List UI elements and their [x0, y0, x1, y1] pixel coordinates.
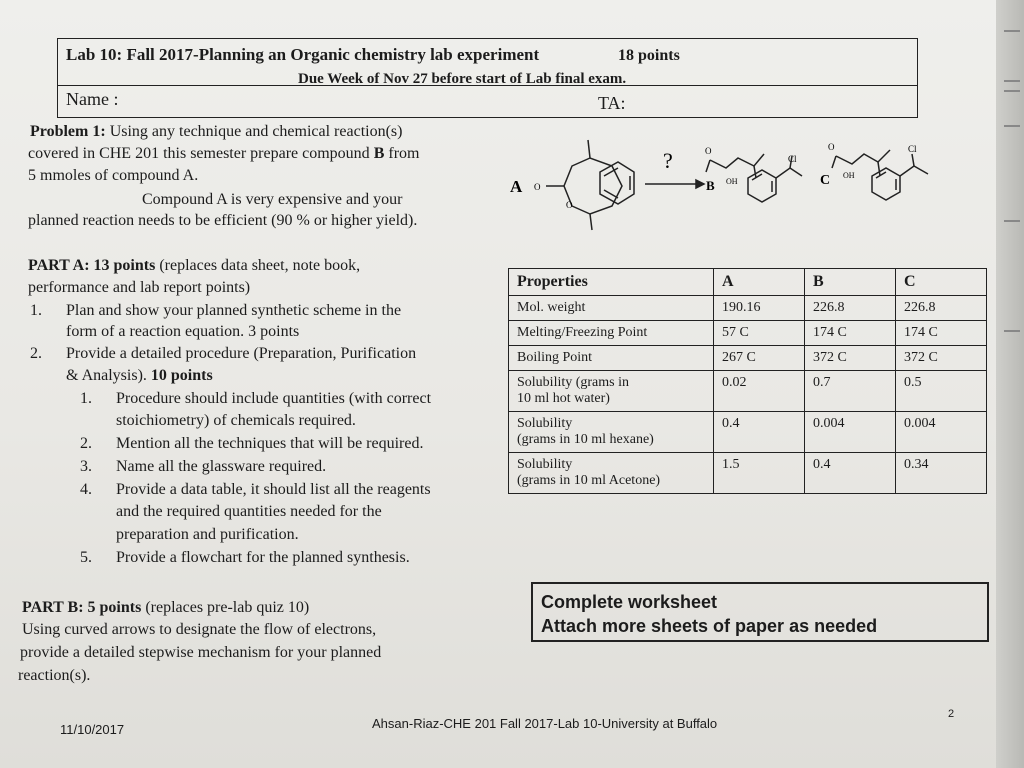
table-row	[509, 371, 987, 412]
table-header-cell: A	[714, 269, 805, 296]
subitem1-line1: Procedure should include quantities (with correct	[116, 390, 432, 407]
lab-title: Lab 10: Fall 2017-Planning an Organic chemistry lab experiment	[66, 45, 540, 64]
part-a-item1-line2: form of a reaction equation. 3 points	[66, 323, 300, 340]
table-cell: Melting/Freezing Point	[509, 321, 714, 346]
subitem2-num: 2.	[80, 435, 92, 452]
part-a-line2: performance and lab report points)	[28, 279, 251, 296]
properties-table	[508, 268, 987, 494]
subitem1-line2: stoichiometry) of chemicals required.	[116, 412, 356, 429]
table-cell: 0.004	[805, 412, 896, 453]
next-page-edge	[996, 0, 1024, 768]
table-row	[509, 346, 987, 371]
table-row	[509, 296, 987, 321]
table-cell: 174 C	[896, 321, 987, 346]
table-cell: 190.16	[714, 296, 805, 321]
header-divider	[58, 85, 917, 86]
reaction-scheme	[500, 128, 970, 238]
notice-line2: Attach more sheets of paper as needed	[541, 616, 878, 636]
problem1-label: Problem 1:	[30, 123, 106, 140]
header-box	[57, 38, 918, 118]
table-cell: Solubility (grams in 10 ml hot water)	[509, 371, 714, 412]
table-cell: 0.02	[714, 371, 805, 412]
subitem5-num: 5.	[80, 549, 92, 566]
subitem3-num: 3.	[80, 458, 92, 475]
problem1-line1: Problem 1: Using any technique and chemical reaction(s)	[30, 123, 403, 140]
complete-worksheet-notice	[531, 582, 989, 642]
table-header-cell: B	[805, 269, 896, 296]
subitem5-line1: Provide a flowchart for the planned synthesis.	[116, 549, 410, 566]
table-cell: Solubility (grams in 10 ml Acetone)	[509, 453, 714, 494]
svg-text:OH: OH	[843, 171, 855, 180]
table-header-cell: C	[896, 269, 987, 296]
table-cell: 372 C	[896, 346, 987, 371]
table-cell: 0.004	[896, 412, 987, 453]
table-cell: 267 C	[714, 346, 805, 371]
table-cell: 226.8	[896, 296, 987, 321]
part-b-line3: reaction(s).	[18, 667, 91, 684]
lab-points: 18 points	[618, 47, 680, 64]
problem1-line2: covered in CHE 201 this semester prepare compound B from	[28, 145, 420, 162]
svg-text:O: O	[534, 182, 541, 192]
table-cell: 0.5	[896, 371, 987, 412]
part-a-item1-num: 1.	[30, 302, 42, 319]
label-b: B	[706, 178, 715, 193]
table-cell: 372 C	[805, 346, 896, 371]
label-c: C	[820, 173, 831, 188]
part-b-heading: PART B: 5 points (replaces pre-lab quiz 10)	[22, 599, 310, 616]
part-a-item2-num: 2.	[30, 345, 42, 362]
notice-line1: Complete worksheet	[541, 592, 718, 612]
table-cell: 0.34	[896, 453, 987, 494]
table-cell: 0.7	[805, 371, 896, 412]
table-cell: 226.8	[805, 296, 896, 321]
subitem4-line1: Provide a data table, it should list all the reagents	[116, 481, 431, 498]
part-b-line1: Using curved arrows to designate the flow of electrons,	[22, 621, 377, 638]
subitem4-num: 4.	[80, 481, 92, 498]
table-cell: 174 C	[805, 321, 896, 346]
footer-date: 11/10/2017	[60, 722, 125, 737]
compound-a-ring	[564, 158, 622, 214]
svg-text:Cl: Cl	[908, 144, 917, 154]
table-cell: 57 C	[714, 321, 805, 346]
question-mark: ?	[663, 148, 673, 173]
subitem4-line2: and the required quantities needed for the	[116, 503, 382, 520]
table-row	[509, 412, 987, 453]
table-cell: Boiling Point	[509, 346, 714, 371]
ta-field-label[interactable]: TA:	[598, 93, 626, 113]
table-cell: Solubility (grams in 10 ml hexane)	[509, 412, 714, 453]
svg-text:O: O	[705, 146, 712, 156]
table-header-cell: Properties	[509, 269, 714, 296]
subitem3-line1: Name all the glassware required.	[116, 458, 327, 475]
table-cell: Mol. weight	[509, 296, 714, 321]
svg-text:Cl: Cl	[788, 154, 797, 164]
svg-text:O: O	[566, 200, 573, 210]
svg-text:O: O	[828, 142, 835, 152]
part-a-item2-line1: Provide a detailed procedure (Preparation, Purification	[66, 345, 417, 362]
table-header-row	[509, 269, 987, 296]
part-a-item1-line1: Plan and show your planned synthetic scheme in the	[66, 302, 402, 319]
problem1-line3: 5 mmoles of compound A.	[28, 167, 199, 184]
page-number: 2	[948, 708, 955, 720]
problem1-line4: Compound A is very expensive and your	[142, 191, 403, 208]
due-date: Due Week of Nov 27 before start of Lab final exam.	[298, 71, 627, 87]
subitem1-num: 1.	[80, 390, 92, 407]
part-a-heading: PART A: 13 points (replaces data sheet, note book,	[28, 257, 361, 274]
svg-text:OH: OH	[726, 177, 738, 186]
part-b-line2: provide a detailed stepwise mechanism for your planned	[20, 644, 382, 661]
part-a-item2-line2: & Analysis). 10 points	[66, 367, 213, 384]
label-a: A	[510, 177, 523, 196]
problem1-line5: planned reaction needs to be efficient (90 % or higher yield).	[28, 212, 418, 229]
table-cell: 0.4	[805, 453, 896, 494]
footer-course: Ahsan-Riaz-CHE 201 Fall 2017-Lab 10-University at Buffalo	[372, 716, 718, 731]
subitem4-line3: preparation and purification.	[116, 526, 299, 543]
table-row	[509, 453, 987, 494]
name-field-label[interactable]: Name :	[66, 89, 119, 109]
table-cell: 0.4	[714, 412, 805, 453]
subitem2-line1: Mention all the techniques that will be required.	[116, 435, 424, 452]
table-cell: 1.5	[714, 453, 805, 494]
table-row	[509, 321, 987, 346]
